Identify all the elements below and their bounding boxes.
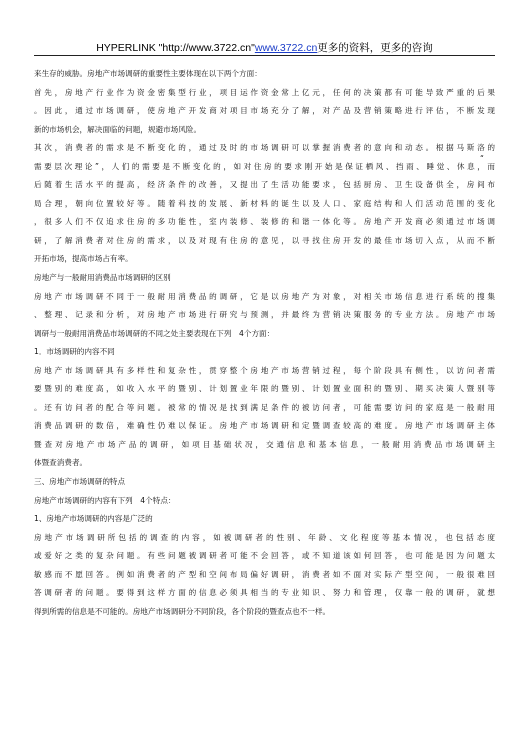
text-line: 。还有访问者的配合等问题。被常的情况是找到满足条件的被访问者，可能需要访问的家庭是一般耐用 [34,402,495,412]
text-line: 房地产市场调研具有多样性和复杂性，贯穿整个房地产市场营销过程，每个阶段具有侧性，以访问者需 [34,365,495,375]
text-line: 敏感而不愿回答。例如消费者的产型和空间布局偏好调研，消费者如不面对实际产型空间，一般很难回 [34,569,495,579]
text-line: 研，了解消费者对住房的需求，以及对现有住房的意见，以寻找住房开发的最佳市场切入点，从而不断 [34,235,495,245]
header-divider [34,55,495,56]
text-line: 1．市场调研的内容不同 [34,347,115,357]
text-line: 。因此，通过市场调研，使房地产开发商对项目市场充分了解，对产品及营销策略进行评估，不断发现 [34,106,495,116]
text-line: 房地产与一般耐用消费品市场调研的区别 [34,273,171,283]
header-link[interactable]: www.3722.cn [254,42,318,54]
text-line: 后随着生活水平的提高，经济条件的改善，又提出了生活功能要求，包括厨房、卫生设备供全，房间布 [34,180,495,190]
margin-quote-mark: “ [480,154,484,163]
text-line: 房地产市场调研的内容有下列 4个特点： [34,495,176,505]
text-line: 来生存的威胁。房地产市场调研的重要性主要体现在以下两个方面： [34,69,262,78]
page-header [0,40,529,55]
text-line: 其次，消费者的需求是不断变化的，通过及时的市场调研可以掌握消费者的意向和动态。根据马斯洛的 [34,143,495,153]
document-body [34,65,495,621]
text-line: 体暨查消费者。 [34,458,88,468]
text-line: 或爱好之类的复杂问题。有些问题被调研者可能不会回答，或不知道该如何回答，也可能是因为问题太 [34,551,495,561]
text-line: 答调研者的问题。要得到这样方面的信息必须具相当的专业知识、努力和管理，仅靠一般的调研，就想 [34,588,495,598]
text-line: ，很多人们不仅追求住房的多功能性，室内装修、装修的和谐一体化等。房地产开发商必须通过市场调 [34,217,495,227]
text-line: 1、房地产市场调研的内容是广泛的 [34,514,153,524]
text-line: 消费品调研的数倍，难确性仍难以保证。房地产市场调研和定暨调查较高的难度。房地产市场调研主体 [34,421,495,431]
text-line: 、整理、记录和分析，对房地产市场进行研究与预测，并最终为营销决策服务的专业方法。房地产市场 [34,310,495,320]
text-line: 暨查对房地产市场产品的调研，如项目基础状况，交通信息和基本信息，一般耐用消费品市场调研主 [34,439,495,449]
text-line: 首先，房地产行业作为资金密集型行业，项目运作资金常上亿元，任何的决策都有可能导致严重的后果 [34,87,495,97]
text-line: 三、房地产市场调研的特点 [34,477,126,487]
text-line: 房地产市场调研不同于一般耐用消费品的调研，它是以房地产为对象，对相关市场信息进行系统的搜集 [34,291,495,301]
header-suffix: 更多的资料，更多的咨询 [317,42,433,54]
text-line: 房地产市场调研所包括的调查的内容，如被调研者的性别、年龄、文化程度等基本情况，也包括态度 [34,532,495,542]
text-line: 开拓市场，提高市场占有率。 [34,254,133,264]
text-line: 调研与一般耐用消费品市场调研的不同之处主要表现在下列 4个方面： [34,328,275,338]
text-line: 局合理，朝向位置较好等。随着科技的发展、新材料的诞生以及人口、家庭结构和人们活动范围的变化 [34,198,495,208]
text-line: 要暨别的难度高，如收入水平的暨别、计划置业年限的暨别、计划置业面积的暨别、期买决策人暨别等 [34,384,495,394]
text-line: 需要层次理论”，人们的需要是不断变化的，如对住房的要求刚开始是保证栖风、挡雨、睡觉、休息，而 [34,161,495,171]
text-line: 得到所需的信息是不可能的。房地产市场调研分不同阶段，各个阶段的暨查点也不一样。 [34,606,331,616]
text-line: 新的市场机会，解决面临的问题，规避市场风险。 [34,124,202,134]
header-hyperlink-prefix: HYPERLINK "http://www.3722.cn" [96,42,255,54]
